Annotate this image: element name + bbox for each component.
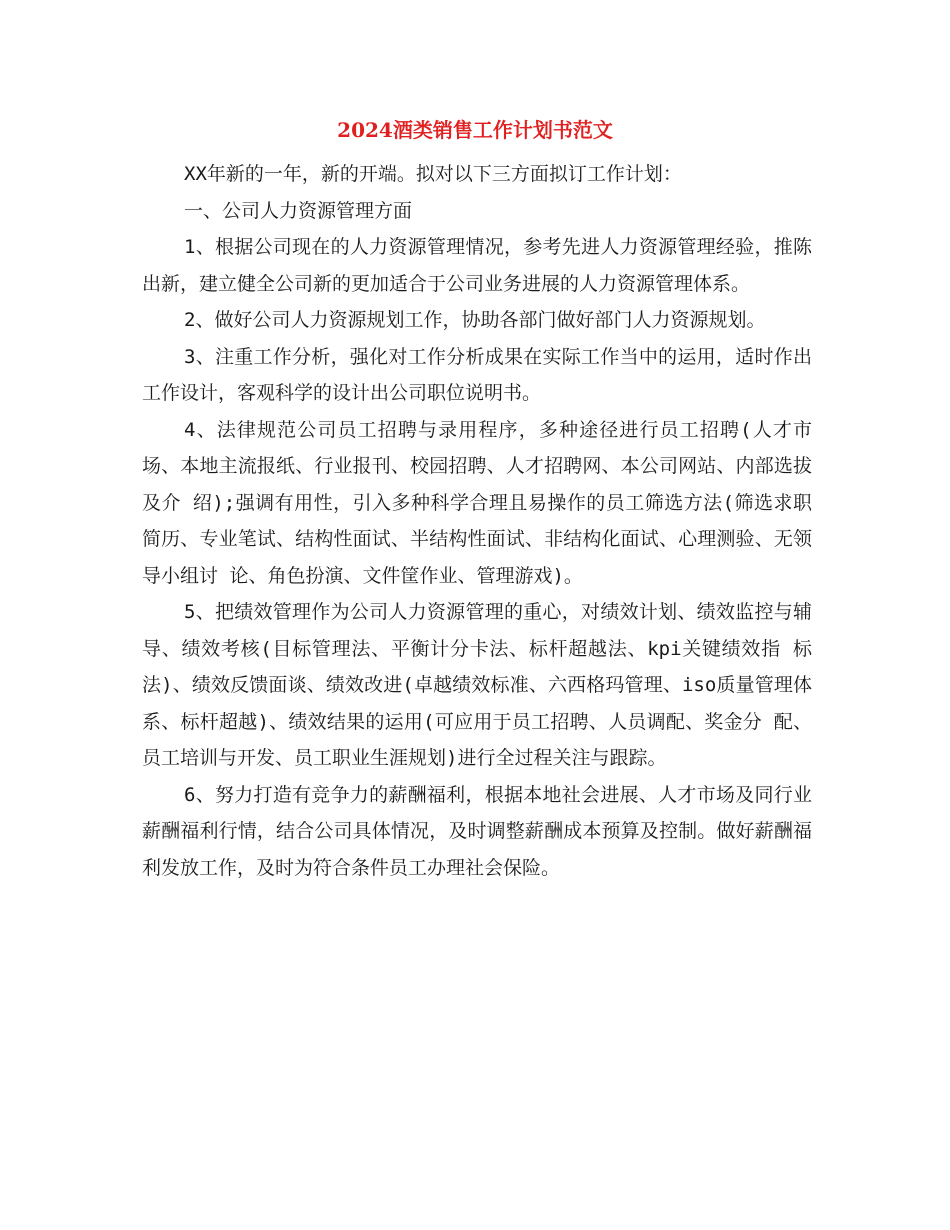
section-heading-hr: 一、公司人力资源管理方面 bbox=[184, 199, 413, 222]
paragraph-item-6: 6、努力打造有竞争力的薪酬福利，根据本地社会进展、人才市场及同行业薪酬福利行情，结合公司具体情况，及时调整薪酬成本预算及控制。做好薪酬福利发放工作，及时为符合条件员工办理社会保险。 bbox=[142, 783, 812, 879]
paragraph-item-3: 3、注重工作分析，强化对工作分析成果在实际工作当中的运用，适时作出工作设计，客观科学的设计出公司职位说明书。 bbox=[142, 345, 812, 404]
document-title: 2024酒类销售工作计划书范文 bbox=[337, 118, 613, 142]
paragraph-item-2: 2、做好公司人力资源规划工作，协助各部门做好部门人力资源规划。 bbox=[184, 309, 766, 331]
paragraph-item-4: 4、法律规范公司员工招聘与录用程序，多种途径进行员工招聘(人才市场、本地主流报纸、行业报刊、校园招聘、人才招聘网、本公司网站、内部选拔及介 绍);强调有用性，引入多种科学合理且易操作的员工筛选方法(筛选求职简历、专业笔试、结构性面试、半结构性面试、非结构化面试、心理测验、无领导小组讨 论、角色扮演、文件筐作业、管理游戏)。 bbox=[142, 418, 812, 587]
paragraph-item-1: 1、根据公司现在的人力资源管理情况，参考先进人力资源管理经验，推陈出新，建立健全公司新的更加适合于公司业务进展的人力资源管理体系。 bbox=[142, 236, 812, 295]
paragraph-item-5: 5、把绩效管理作为公司人力资源管理的重心，对绩效计划、绩效监控与辅导、绩效考核(目标管理法、平衡计分卡法、标杆超越法、kpi关键绩效指 标法)、绩效反馈面谈、绩效改进(卓越绩效标准、六西格玛管理、iso质量管理体系、标杆超越)、绩效结果的运用(可应用于员工招聘、人员调配、奖金分 配、员工培训与开发、员工职业生涯规划)进行全过程关注与跟踪。 bbox=[142, 601, 812, 769]
paragraph-intro: XX年新的一年，新的开端。拟对以下三方面拟订工作计划： bbox=[184, 163, 682, 185]
document-body bbox=[142, 156, 812, 886]
